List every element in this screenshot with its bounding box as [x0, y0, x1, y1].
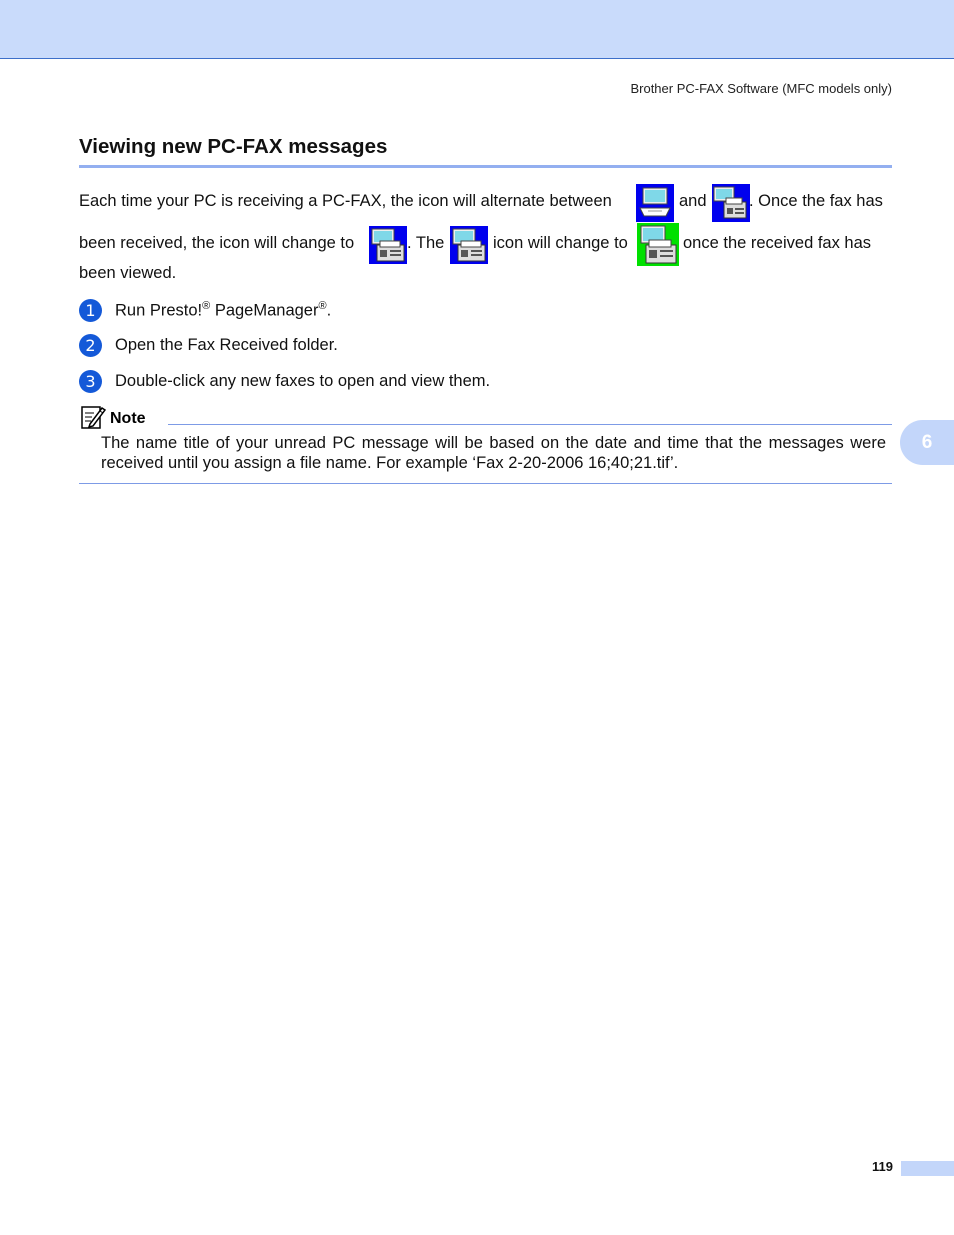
top-header-band: [0, 0, 954, 59]
running-head: Brother PC-FAX Software (MFC models only): [630, 81, 892, 96]
step-text-part: PageManager: [210, 301, 319, 320]
note-pencil-icon: [80, 404, 106, 430]
fax-received-icon-alt: [450, 226, 488, 264]
fax-received-icon: [369, 226, 407, 264]
step-3: [79, 369, 490, 393]
fax-receiving-icon-b: [712, 184, 750, 222]
intro-line2-part4: once the received fax has: [683, 234, 872, 252]
intro-line1-part1: Each time your PC is receiving a PC-FAX, the icon will alternate between: [79, 192, 612, 210]
note-top-rule: [168, 424, 892, 425]
step-2: [79, 333, 338, 357]
step-text: Double-click any new faxes to open and view them.: [115, 371, 491, 390]
note-label: Note: [110, 410, 146, 427]
registered-mark: ®: [318, 299, 327, 312]
page-number-tab: [901, 1161, 954, 1176]
section-title: Viewing new PC-FAX messages: [79, 135, 388, 158]
title-underline: [79, 165, 892, 168]
step-text: Open the Fax Received folder.: [115, 335, 338, 354]
intro-line1-part2: and: [679, 192, 707, 210]
step-number-badge: 1: [79, 299, 102, 322]
note-bottom-rule: [79, 483, 892, 484]
step-number-badge: 2: [79, 334, 102, 357]
chapter-tab: 6: [900, 420, 954, 465]
registered-mark: ®: [202, 299, 211, 312]
step-1: [79, 298, 331, 322]
note-body: The name title of your unread PC message will be based on the date and time that the messages were received until you assign a file name. For example ‘Fax 2-20-2006 16;40;21.tif’.: [101, 434, 886, 472]
intro-line2-part3: icon will change to: [493, 234, 628, 252]
step-text-part: .: [326, 301, 332, 320]
step-text-part: Run Presto!: [115, 301, 203, 320]
step-number-badge: 3: [79, 370, 102, 393]
intro-line2-part1: been received, the icon will change to: [79, 234, 355, 252]
fax-receiving-icon-a: [636, 184, 674, 222]
step-text: [115, 300, 331, 321]
intro-line1-part3: . Once the fax has: [749, 192, 883, 210]
intro-line3: been viewed.: [79, 264, 177, 282]
intro-line2-part2: . The: [407, 234, 445, 252]
page-number: 119: [872, 1159, 893, 1174]
fax-viewed-icon: [637, 223, 679, 266]
